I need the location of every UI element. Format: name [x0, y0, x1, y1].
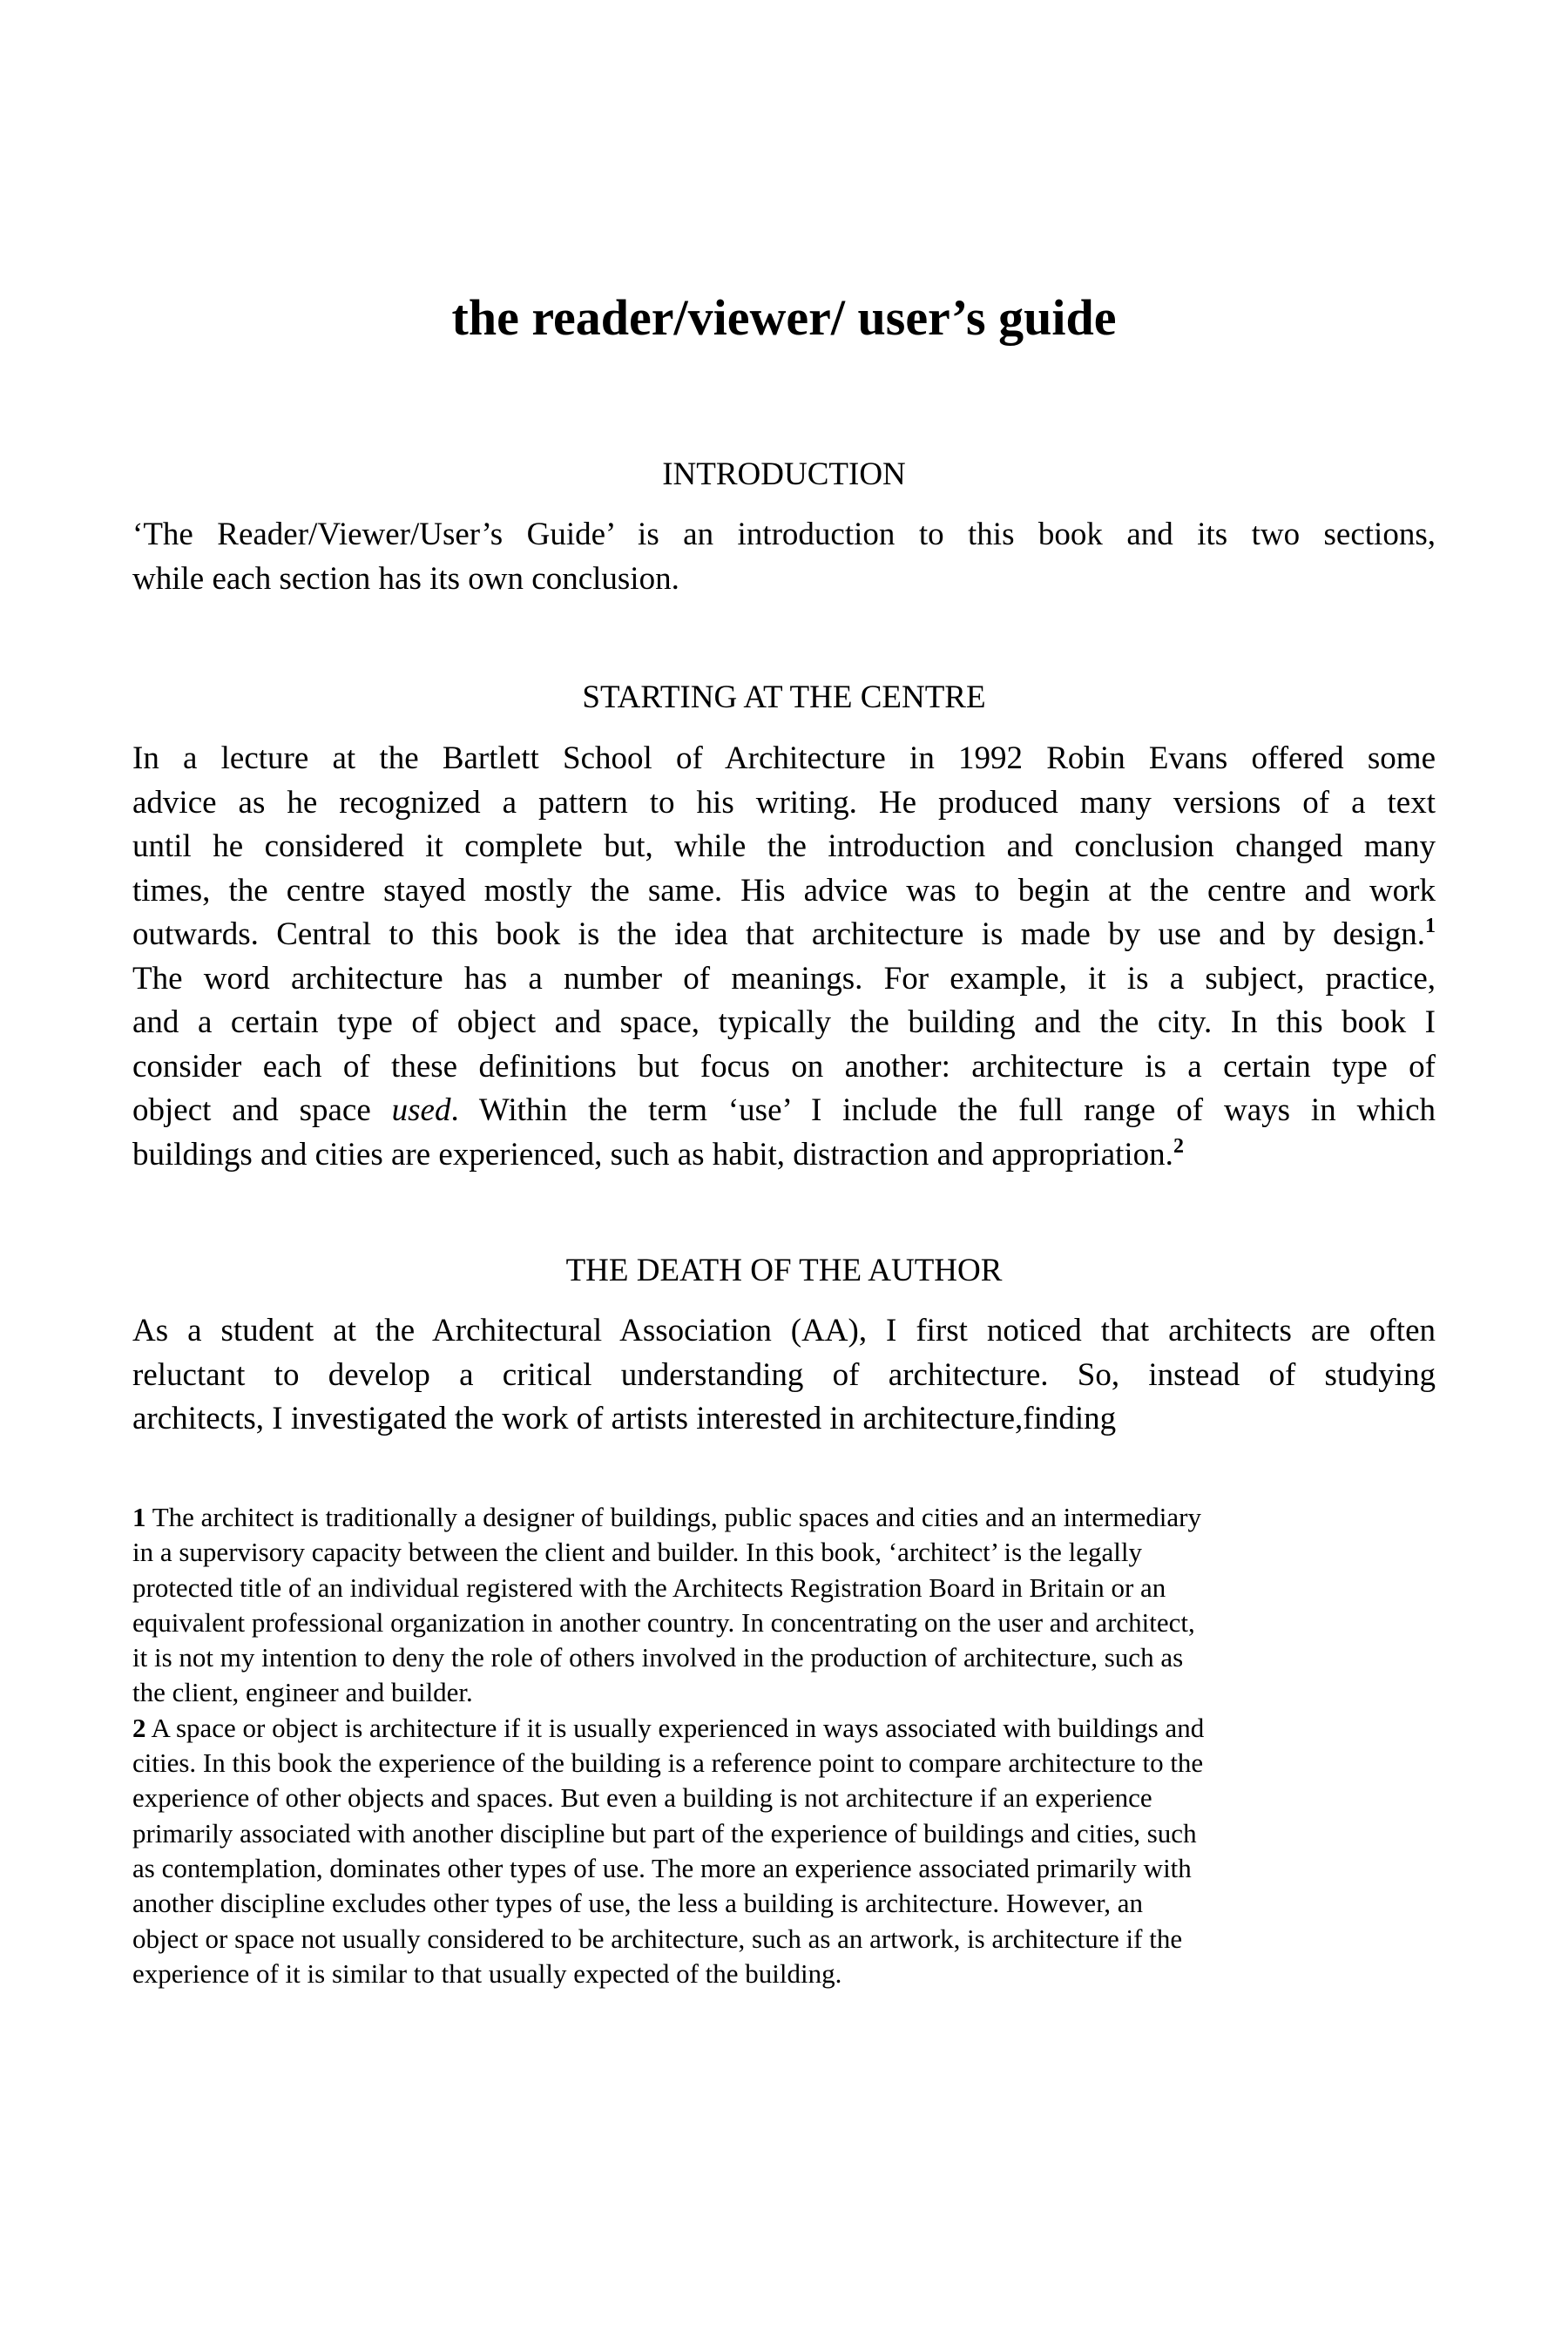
footnote-line: it is not my intention to deny the role of others involved in the production of architecture, such as	[132, 1642, 1184, 1673]
footnote-line: the client, engineer and builder.	[132, 1677, 473, 1708]
footnote-line: equivalent professional organization in another country. In concentrating on the user and architect,	[132, 1606, 1195, 1638]
footnote-reference-1[interactable]: 1	[1425, 915, 1436, 937]
text-segment: The architect is traditionally a designer of buildings, public spaces and cities and an intermediary	[145, 1502, 1201, 1532]
section-heading-death-of-the-author: THE DEATH OF THE AUTHOR	[565, 1253, 1003, 1288]
text-line: times, the centre stayed mostly the same. His advice was to begin at the centre and work	[132, 872, 1436, 909]
text-line: advice as he recognized a pattern to his writing. He produced many versions of a text	[132, 784, 1436, 821]
footnote-reference-2[interactable]: 2	[1173, 1134, 1184, 1158]
footnote-line: protected title of an individual registered with the Architects Registration Board in Britain or an	[132, 1571, 1166, 1603]
text-segment: object and space	[132, 1092, 392, 1128]
text-line: reluctant to develop a critical understanding of architecture. So, instead of studying	[132, 1356, 1436, 1393]
text-segment: outwards. Central to this book is the idea that architecture is made by use and by design.	[132, 916, 1425, 952]
emphasis-used: used	[391, 1092, 451, 1128]
section-heading-introduction: INTRODUCTION	[662, 456, 906, 492]
text-line: In a lecture at the Bartlett School of Architecture in 1992 Robin Evans offered some	[132, 740, 1436, 776]
text-line-with-footnote	[132, 1133, 1436, 1178]
footnote-line	[132, 1500, 1436, 1535]
footnote-line: cities. In this book the experience of the building is a reference point to compare architecture to the	[132, 1747, 1204, 1779]
text-line: and a certain type of object and space, typically the building and the city. In this book I	[132, 1004, 1436, 1040]
text-segment: . Within the term ‘use’ I include the full range of ways in which	[450, 1092, 1436, 1128]
page-title: the reader/viewer/ user’s guide	[451, 289, 1117, 346]
text-line: architects, I investigated the work of artists interested in architecture,finding	[132, 1401, 1117, 1436]
footnote-number: 2	[132, 1712, 146, 1743]
introduction-paragraph	[132, 513, 1436, 601]
text-line-with-footnote	[132, 913, 1436, 957]
footnotes	[132, 1500, 1436, 1991]
footnote-2	[132, 1711, 1436, 1991]
text-line-with-emphasis	[132, 1089, 1436, 1133]
death-paragraph	[132, 1309, 1436, 1442]
footnote-1	[132, 1500, 1436, 1711]
footnote-number: 1	[132, 1502, 146, 1532]
text-segment: buildings and cities are experienced, such as habit, distraction and appropriation.	[132, 1136, 1173, 1173]
text-line: As a student at the Architectural Association (AA), I first noticed that architects are often	[132, 1313, 1436, 1348]
footnote-line: object or space not usually considered to be architecture, such as an artwork, is architecture if the	[132, 1923, 1183, 1954]
text-line: until he considered it complete but, while the introduction and conclusion changed many	[132, 828, 1436, 864]
text-line: The word architecture has a number of meanings. For example, it is a subject, practice,	[132, 960, 1436, 997]
footnote-line: another discipline excludes other types of use, the less a building is architecture. However, an	[132, 1888, 1144, 1919]
footnote-line: in a supervisory capacity between the client and builder. In this book, ‘architect’ is the legally	[132, 1537, 1142, 1568]
starting-paragraph	[132, 737, 1436, 1177]
footnote-line: primarily associated with another discipline but part of the experience of buildings and cities, such	[132, 1817, 1197, 1848]
footnote-line: experience of it is similar to that usually expected of the building.	[132, 1957, 842, 1989]
section-heading-starting-at-the-centre: STARTING AT THE CENTRE	[582, 679, 986, 715]
text-segment: A space or object is architecture if it is usually experienced in ways associated with buildings and	[145, 1712, 1205, 1743]
footnote-line: as contemplation, dominates other types of use. The more an experience associated primarily with	[132, 1852, 1192, 1883]
text-line: consider each of these definitions but focus on another: architecture is a certain type of	[132, 1048, 1436, 1085]
footnote-line	[132, 1711, 1436, 1746]
text-line: ‘The Reader/Viewer/User’s Guide’ is an introduction to this book and its two sections,	[132, 517, 1436, 552]
text-line: while each section has its own conclusion.	[132, 560, 679, 597]
footnote-line: experience of other objects and spaces. But even a building is not architecture if an experience	[132, 1782, 1152, 1814]
